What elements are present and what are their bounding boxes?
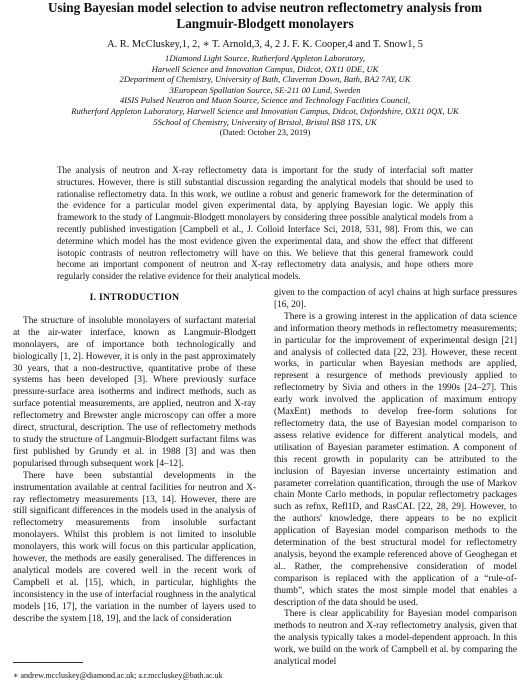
body-paragraph: There have been substantial developments in the instrumentation available at central facilities for neutron and X-ray reflectometry measurements [13, 14]. However, there are still significant differences in the models used in the analysis of reflectometry measurements from insoluble surfactant monolayers. Whilst this problem is not limited to insoluble monolayers, this work will focus on this particular application, however, the methods are easily generalised. The differences in analytical models are covered well in the recent work of Campbell et al. [15], which, in particular, highlights the inconsistency in the use of interfacial roughness in the analytical models [16, 17], the variation in the number of layers used to describe the system [18, 19], and the lack of consideration [13,470,256,624]
abstract: The analysis of neutron and X-ray reflectometry data is important for the study of interfacial soft matter structures. However, there is still substantial discussion regarding the analytical models that should be used to rationalise reflectometry data. In this work, we outline a robust and generic framework for the determination of the evidence for a particular model given experimental data, by applying Bayesian logic. We apply this framework to the study of Langmuir-Blodgett monolayers by considering three possible analytical models from a recently published investigation [Campbell et al., J. Colloid Interface Sci, 2018, 531, 98]. From this, we can determine which model has the most evidence given the experimental data, and show the effect that different isotopic contrasts of neutron reflectometry will have on this. We believe that this general framework could become an important component of neutron and X-ray reflectometry data analysis, and hope others more regularly consider the relative evidence for their analytical models. [57,165,473,282]
author-list: A. R. McCluskey,1, 2, ∗ T. Arnold,3, 4, 2 J. F. K. Cooper,4 and T. Snow1, 5 [107,39,423,50]
affiliations [14,53,516,138]
paper-title: Using Bayesian model selection to advise neutron reflectometry analysis from Langmuir-Blodgett monolayers [47,0,483,31]
dated-line: (Dated: October 23, 2019) [219,127,311,138]
affiliation-line: 3European Spallation Source, SE-211 00 Lund, Sweden [169,84,361,95]
body-paragraph: There is a growing interest in the application of data science and information theory methods in reflectometry measurements; in particular for the improvement of experimental design [21] and analysis of collected data [22, 23]. However, these recent works, in particular when Bayesian methods are applied, represent a resurgence of methods previously applied to reflectometry by Sivia and others in the 1990s [24–27]. This early work involved the application of maximum entropy (MaxEnt) methods to develop free-form solutions for reflectometry data, the use of Bayesian model comparison to assess relative evidence for different analytical models, and utilisation of Bayesian parameter estimation. A component of this recent growth in popularity can be attributed to the inclusion of Bayesian inverse uncertainty estimation and parameter correlation quantification, through the use of Markov chain Monte Carlo methods, in popular reflectometry packages such as refnx, Refl1D, and RasCAL [22, 28, 29]. However, to the authors' knowledge, there appears to be no explicit application of Bayesian model comparison methods to the determination of the best structural model for reflectometry analysis, beyond the example referenced above of Geoghegan et al.. Rather, the comprehensive consideration of model comparison is replaced with the application of a “rule-of-thumb”, which states the most simple model that enables a description of the data should be used. [274,311,517,608]
body-paragraph: The structure of insoluble monolayers of surfactant material at the air-water interface, known as Langmuir-Blodgett monolayers, are of importance both technologically and biologically [1, 2]. However, it is only in the past approximately 30 years, that a non-destructive, quantitative probe of these systems has been developed [3]. Where previously surface pressure-surface area isotherms and indirect methods, such as surface potential measurements, are applied, neutron and X-ray reflectometry and Brewster angle microscopy can offer a more direct, structural, description. The use of reflectometry methods to study the structure of Langmuir-Blodgett surfactant films was first published by Grundy et al. in 1988 [3] and was then popularised through subsequent work [4–12]. [13,315,256,469]
body-paragraph: There is clear applicability for Bayesian model comparison methods to neutron and X-ray reflectometry analysis, given that the analysis typically takes a model-dependent approach. In this work, we build on the work of Campbell et al. by comparing the analytical model [274,609,517,668]
footnote-rule [13,662,83,663]
affiliation-line: Rutherford Appleton Laboratory, Harwell Science and Innovation Campus, Didcot, Oxfordshire, OX11 0QX, UK [71,105,459,116]
affiliation-line: 4ISIS Pulsed Neutron and Muon Source, Science and Technology Facilities Council, [119,95,411,106]
affiliation-line: 2Department of Chemistry, University of Bath, Claverton Down, Bath, BA2 7AY, UK [119,74,411,85]
footnote-email: ∗ andrew.mccluskey@diamond.ac.uk; a.r.mccluskey@bath.ac.uk [13,671,223,680]
right-column [274,288,517,669]
left-column [13,288,256,625]
affiliation-line: 5School of Chemistry, University of Bristol, Bristol BS8 1TS, UK [153,116,377,127]
section-heading: I. INTRODUCTION [89,292,180,303]
affiliation-line: Harwell Science and Innovation Campus, Didcot, OX11 0DE, UK [151,63,379,74]
body-paragraph: given to the compaction of acyl chains at high surface pressures [16, 20]. [274,288,517,310]
affiliation-line: 1Diamond Light Source, Rutherford Appleton Laboratory, [165,53,365,63]
